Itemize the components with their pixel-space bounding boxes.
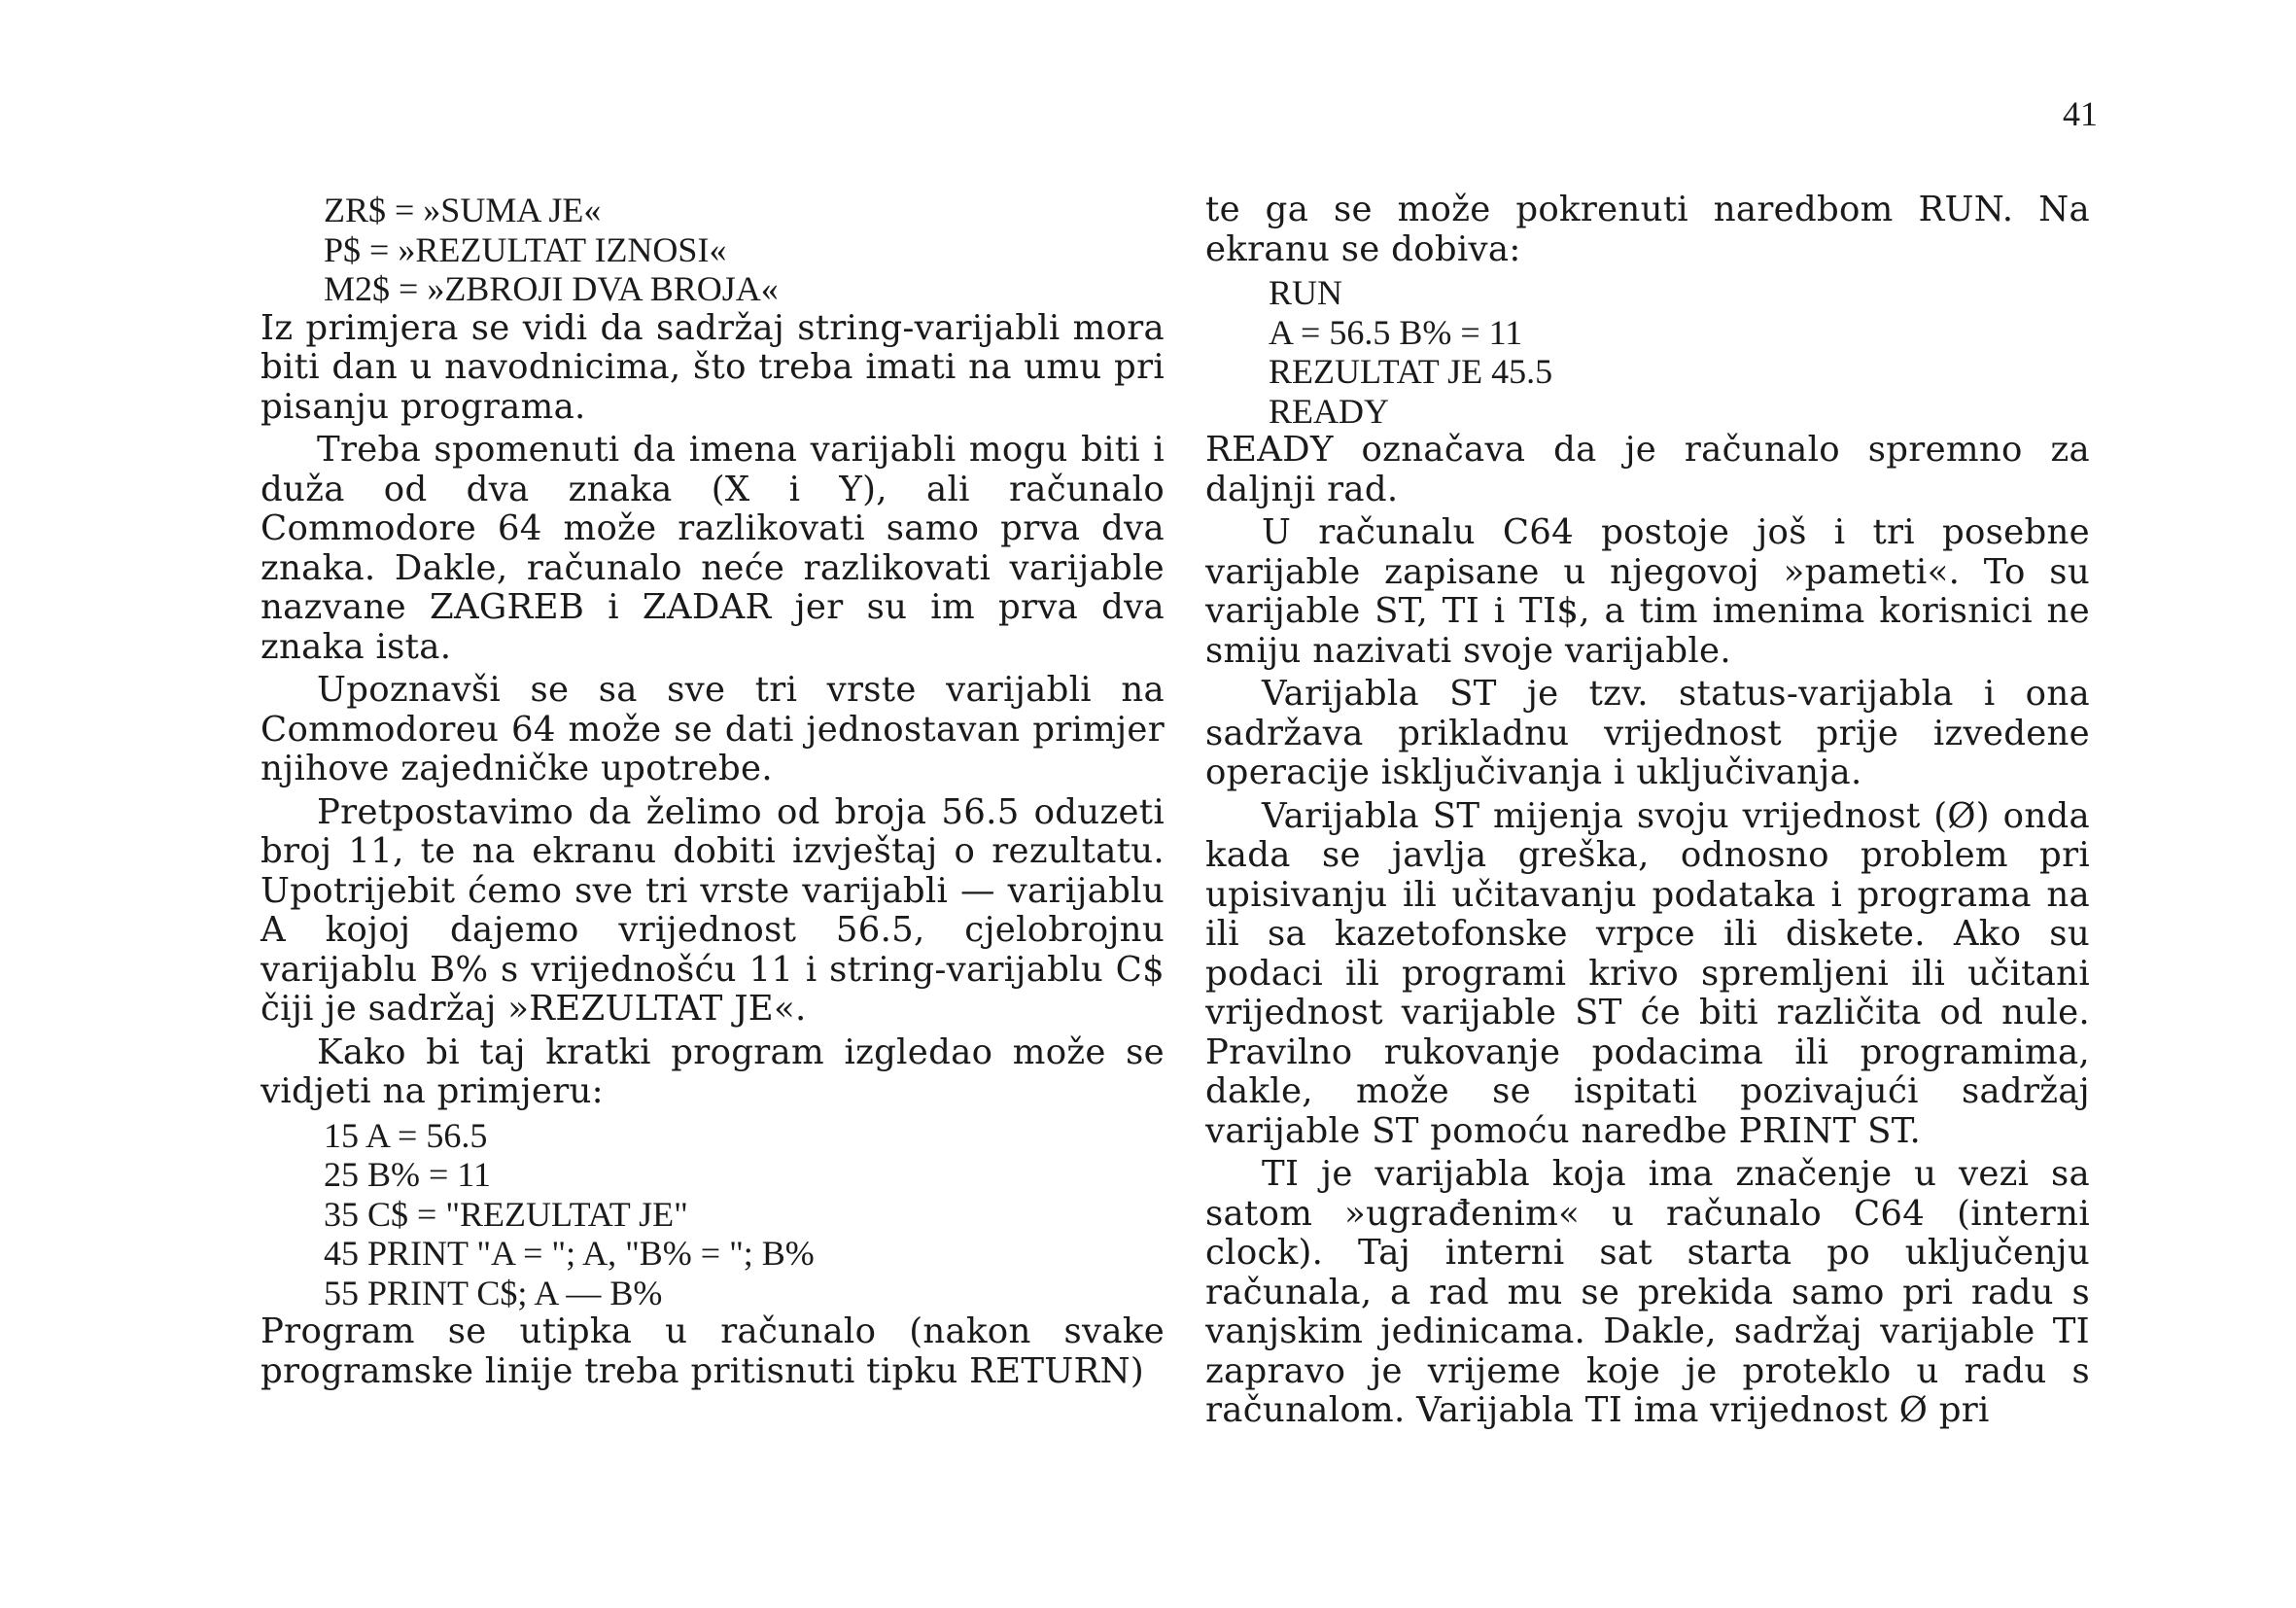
program-line: 55 PRINT C$; A — B% (324, 1273, 663, 1312)
paragraph: Varijabla ST mijenja svoju vrijednost (Ø) onda kada se javlja greška, odnosno problem pri upisivanju ili učitavanju podataka i programa na ili sa kazetofonske vrpce ili diskete. Ako su podaci ili programi krivo spremljeni ili učitani vrijednost varijable ST će biti različita od nule. Pravilno rukovanje podacima ili programima, dakle, može se ispitati pozivajući sadržaj varijable ST pomoću naredbe PRINT ST. (1205, 795, 2090, 1151)
code-line: M2$ = »ZBROJI DVA BROJA« (324, 269, 779, 308)
right-column (1205, 191, 2090, 1435)
program-line: 45 PRINT "A = "; A, "B% = "; B% (324, 1234, 815, 1273)
paragraph: Varijabla ST je tzv. status-varijabla i ona sadržava prikladnu vrijednost prije izvedene operacije isključivanja i uključivanja. (1205, 674, 2090, 792)
paragraph: READY označava da je računalo spremno za daljnji rad. (1205, 430, 2090, 509)
paragraph: TI je varijabla koja ima značenje u vezi sa satom »ugrađenim« u računalo C64 (interni clock). Taj interni sat starta po uključenju računala, a rad mu se prekida samo pri radu s vanjskim jedinicama. Dakle, sadržaj varijable TI zapravo je vrijeme koje je proteklo u radu s računalom. Varijabla TI ima vrijednost Ø pri (1205, 1154, 2090, 1430)
program-line: 25 B% = 11 (324, 1155, 491, 1194)
paragraph: U računalu C64 postoje još i tri posebne varijable zapisane u njegovoj »pameti«. To su varijable ST, TI i TI$, a tim imenima korisnici ne smiju nazivati svoje varijable. (1205, 512, 2090, 671)
output-line: A = 56.5 B% = 11 (1269, 312, 1523, 352)
program-line: 35 C$ = "REZULTAT JE" (324, 1194, 688, 1234)
paragraph: Treba spomenuti da imena varijabli mogu biti i duža od dva znaka (X i Y), ali računalo Commodore 64 može razlikovati samo prva dva znaka. Dakle, računalo neće razlikovati varijable nazvane ZAGREB i ZADAR jer su im prva dva znaka ista. (261, 430, 1165, 667)
code-line: ZR$ = »SUMA JE« (324, 191, 602, 229)
paragraph: Program se utipka u računalo (nakon svake programske linije treba pritisnuti tipku RETURN) (261, 1311, 1165, 1391)
output-line: REZULTAT JE 45.5 (1269, 352, 1553, 391)
output-line: READY (1269, 391, 1389, 431)
left-column (261, 191, 1165, 1395)
paragraph: Upoznavši se sa sve tri vrste varijabli na Commodoreu 64 može se dati jednostavan primjer njihove zajedničke upotrebe. (261, 670, 1165, 788)
code-line: P$ = »REZULTAT IZNOSI« (324, 229, 727, 269)
paragraph: te ga se može pokrenuti naredbom RUN. Na ekranu se dobiva: (1205, 190, 2090, 269)
paragraph: Iz primjera se vidi da sadržaj string-varijabli mora biti dan u navodnicima, što treba imati na umu pri pisanju programa. (261, 307, 1165, 427)
program-line: 15 A = 56.5 (324, 1115, 488, 1155)
paragraph: Kako bi taj kratki program izgledao može se vidjeti na primjeru: (261, 1031, 1165, 1111)
output-line: RUN (1269, 273, 1343, 312)
paragraph: Pretpostavimo da želimo od broja 56.5 oduzeti broj 11, te na ekranu dobiti izvještaj o rezultatu. Upotrijebit ćemo sve tri vrste varijabli — varijablu A kojoj dajemo vrijednost 56.5, cjelobrojnu varijablu B% s vrijednošću 11 i string-varijablu C$ čiji je sadržaj »REZULTAT JE«. (261, 791, 1165, 1029)
page-number: 41 (2063, 94, 2098, 133)
